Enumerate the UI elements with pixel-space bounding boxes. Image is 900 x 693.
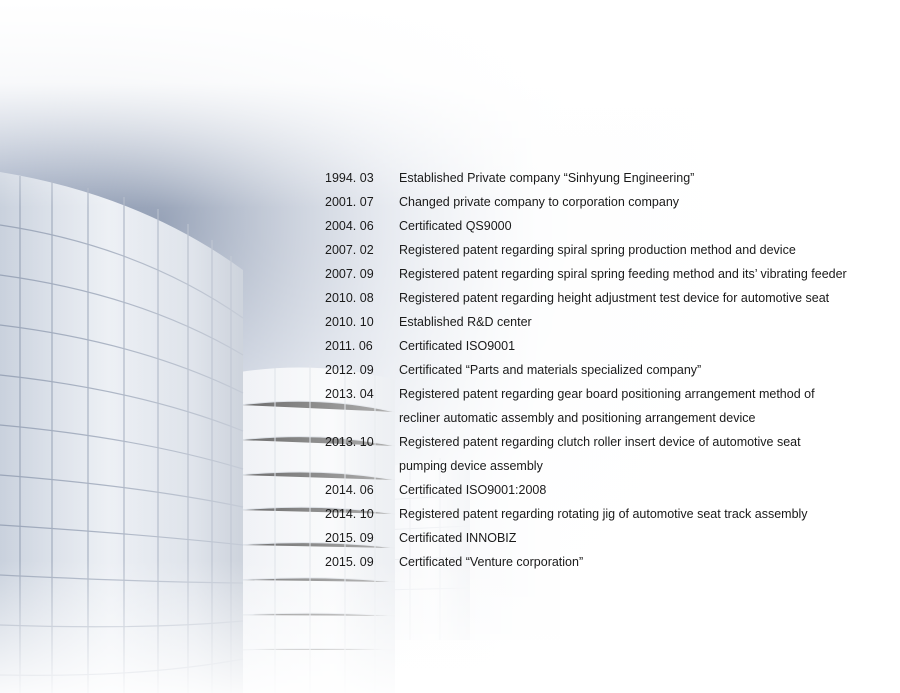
company-history-list xyxy=(325,166,885,574)
history-date: 2014. 10 xyxy=(325,507,374,521)
history-entry xyxy=(325,502,885,526)
history-date: 2011. 06 xyxy=(325,339,373,353)
history-date: 2013. 04 xyxy=(325,387,374,401)
history-date: 2012. 09 xyxy=(325,363,374,377)
history-description xyxy=(399,478,885,502)
history-description xyxy=(399,334,885,358)
history-description xyxy=(399,166,885,190)
history-description xyxy=(399,382,885,430)
history-entry xyxy=(325,550,885,574)
history-description-line: recliner automatic assembly and positioning arrangement device xyxy=(399,411,756,425)
history-description-line: Registered patent regarding rotating jig of automotive seat track assembly xyxy=(399,507,808,521)
history-description-line: Registered patent regarding gear board positioning arrangement method of xyxy=(399,387,815,401)
history-entry xyxy=(325,166,885,190)
history-date: 2007. 09 xyxy=(325,267,374,281)
history-date: 2015. 09 xyxy=(325,531,374,545)
history-description-line: Certificated QS9000 xyxy=(399,219,512,233)
history-entry xyxy=(325,238,885,262)
history-entry xyxy=(325,334,885,358)
history-description xyxy=(399,286,885,310)
history-description-line: pumping device assembly xyxy=(399,459,543,473)
history-description-line: Registered patent regarding spiral spring feeding method and its’ vibrating feeder xyxy=(399,267,847,281)
history-description xyxy=(399,430,885,478)
history-description-line: Registered patent regarding height adjustment test device for automotive seat xyxy=(399,291,830,305)
history-description-line: Certificated ISO9001 xyxy=(399,339,516,353)
history-entry xyxy=(325,478,885,502)
history-date: 2001. 07 xyxy=(325,195,374,209)
history-entry xyxy=(325,310,885,334)
history-description xyxy=(399,526,885,550)
history-entry xyxy=(325,286,885,310)
history-description xyxy=(399,310,885,334)
history-description-line: Established R&D center xyxy=(399,315,532,329)
history-entry xyxy=(325,214,885,238)
history-date: 2010. 10 xyxy=(325,315,374,329)
history-date: 2004. 06 xyxy=(325,219,374,233)
history-description xyxy=(399,238,885,262)
history-description xyxy=(399,358,885,382)
history-description-line: Registered patent regarding clutch roller insert device of automotive seat xyxy=(399,435,801,449)
history-date: 2007. 02 xyxy=(325,243,374,257)
history-date: 1994. 03 xyxy=(325,171,374,185)
history-entry xyxy=(325,430,885,478)
history-description-line: Certificated ISO9001:2008 xyxy=(399,483,547,497)
history-description xyxy=(399,502,885,526)
history-entry xyxy=(325,262,885,286)
history-description-line: Registered patent regarding spiral spring production method and device xyxy=(399,243,796,257)
history-description xyxy=(399,262,885,286)
history-date: 2015. 09 xyxy=(325,555,374,569)
history-description xyxy=(399,190,885,214)
history-description xyxy=(399,214,885,238)
history-entry xyxy=(325,358,885,382)
history-date: 2014. 06 xyxy=(325,483,374,497)
history-description-line: Established Private company “Sinhyung Engineering” xyxy=(399,171,695,185)
history-entry xyxy=(325,526,885,550)
history-entry xyxy=(325,382,885,430)
history-date: 2010. 08 xyxy=(325,291,374,305)
history-date: 2013. 10 xyxy=(325,435,374,449)
history-description xyxy=(399,550,885,574)
history-description-line: Changed private company to corporation company xyxy=(399,195,680,209)
history-description-line: Certificated “Venture corporation” xyxy=(399,555,584,569)
history-description-line: Certificated INNOBIZ xyxy=(399,531,517,545)
history-description-line: Certificated “Parts and materials specialized company” xyxy=(399,363,702,377)
history-entry xyxy=(325,190,885,214)
